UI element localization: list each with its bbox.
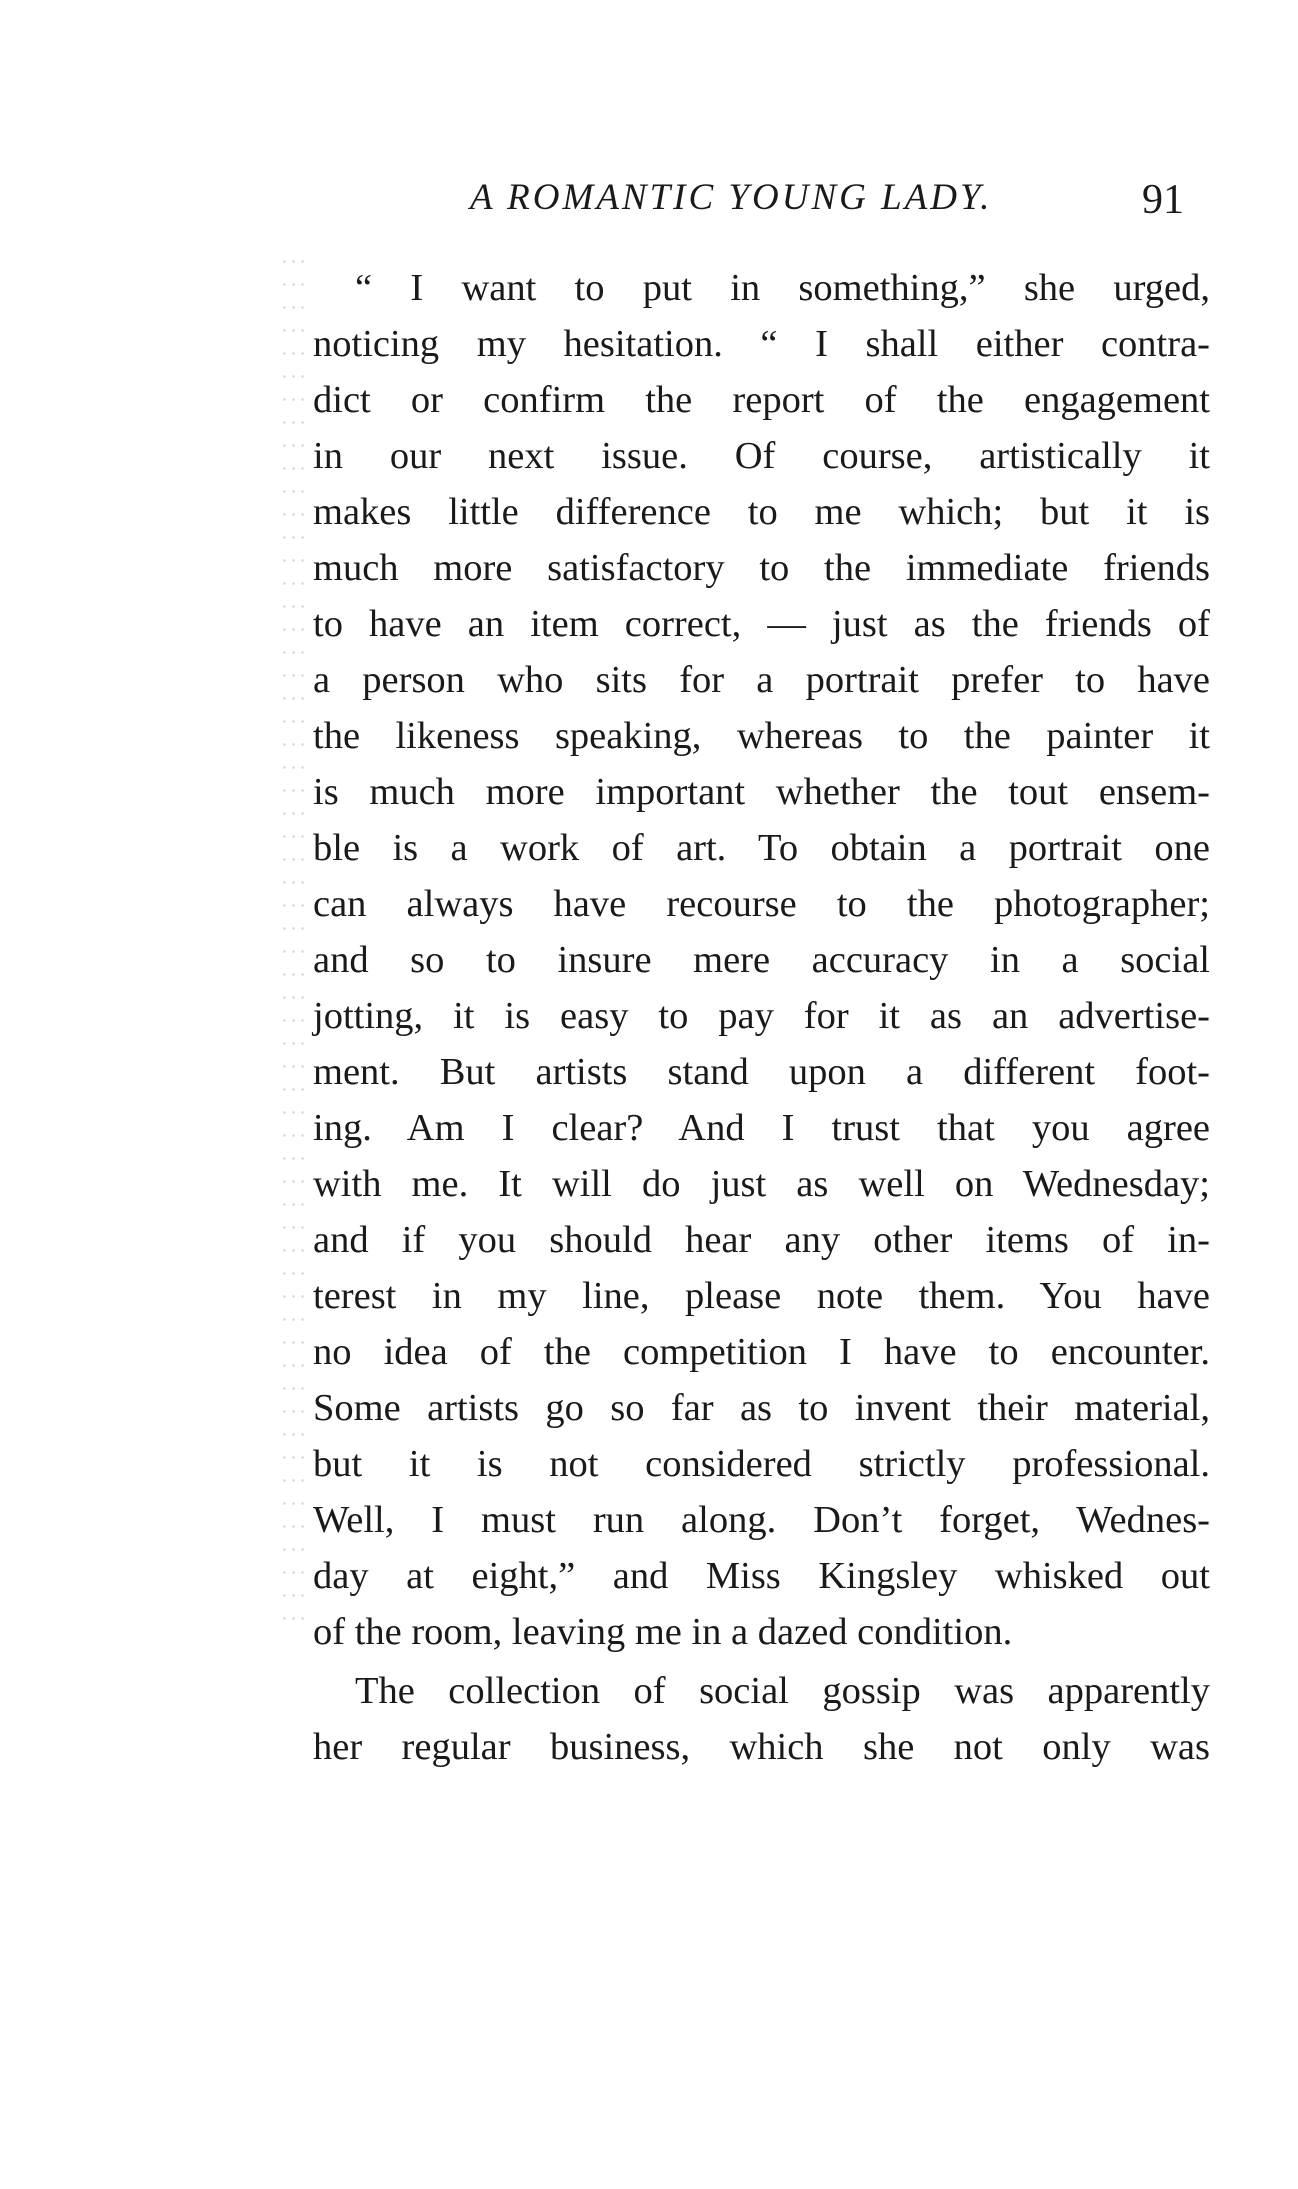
text-line: can always have recourse to the photographer;	[313, 883, 1210, 925]
text-line: day at eight,” and Miss Kingsley whisked out	[313, 1555, 1210, 1597]
text-line: a person who sits for a portrait prefer to have	[313, 659, 1210, 701]
body-text	[313, 260, 1210, 1775]
text-line: no idea of the competition I have to encounter.	[313, 1331, 1210, 1373]
text-line: jotting, it is easy to pay for it as an advertise-	[313, 995, 1210, 1037]
text-line: her regular business, which she not only was	[313, 1726, 1210, 1768]
text-line: and so to insure mere accuracy in a social	[313, 939, 1210, 981]
text-line: in our next issue. Of course, artistically it	[313, 435, 1210, 477]
text-line: with me. It will do just as well on Wednesday;	[313, 1163, 1210, 1205]
text-line: terest in my line, please note them. You have	[313, 1275, 1210, 1317]
text-line: but it is not considered strictly professional.	[313, 1443, 1210, 1485]
text-line: Well, I must run along. Don’t forget, Wednes-	[313, 1499, 1210, 1541]
text-line: the likeness speaking, whereas to the painter it	[313, 715, 1210, 757]
text-line: makes little difference to me which; but it is	[313, 491, 1210, 533]
text-line: The collection of social gossip was apparently	[355, 1670, 1210, 1712]
running-head: A ROMANTIC YOUNG LADY.	[470, 177, 993, 218]
text-line: ing. Am I clear? And I trust that you agree	[313, 1107, 1210, 1149]
text-line: dict or confirm the report of the engagement	[313, 379, 1210, 421]
text-line: ment. But artists stand upon a different foot-	[313, 1051, 1210, 1093]
gutter-scan-marks	[280, 250, 310, 1630]
text-line: Some artists go so far as to invent their material,	[313, 1387, 1210, 1429]
page-number: 91	[1142, 177, 1184, 223]
text-line: much more satisfactory to the immediate friends	[313, 547, 1210, 589]
text-line: is much more important whether the tout ensem-	[313, 771, 1210, 813]
text-line: to have an item correct, — just as the friends of	[313, 603, 1210, 645]
text-line: ble is a work of art. To obtain a portrait one	[313, 827, 1210, 869]
text-line: of the room, leaving me in a dazed condition.	[313, 1611, 1013, 1653]
text-line: noticing my hesitation. “ I shall either contra-	[313, 323, 1210, 365]
text-line: and if you should hear any other items of in-	[313, 1219, 1210, 1261]
text-line: “ I want to put in something,” she urged,	[355, 267, 1210, 309]
